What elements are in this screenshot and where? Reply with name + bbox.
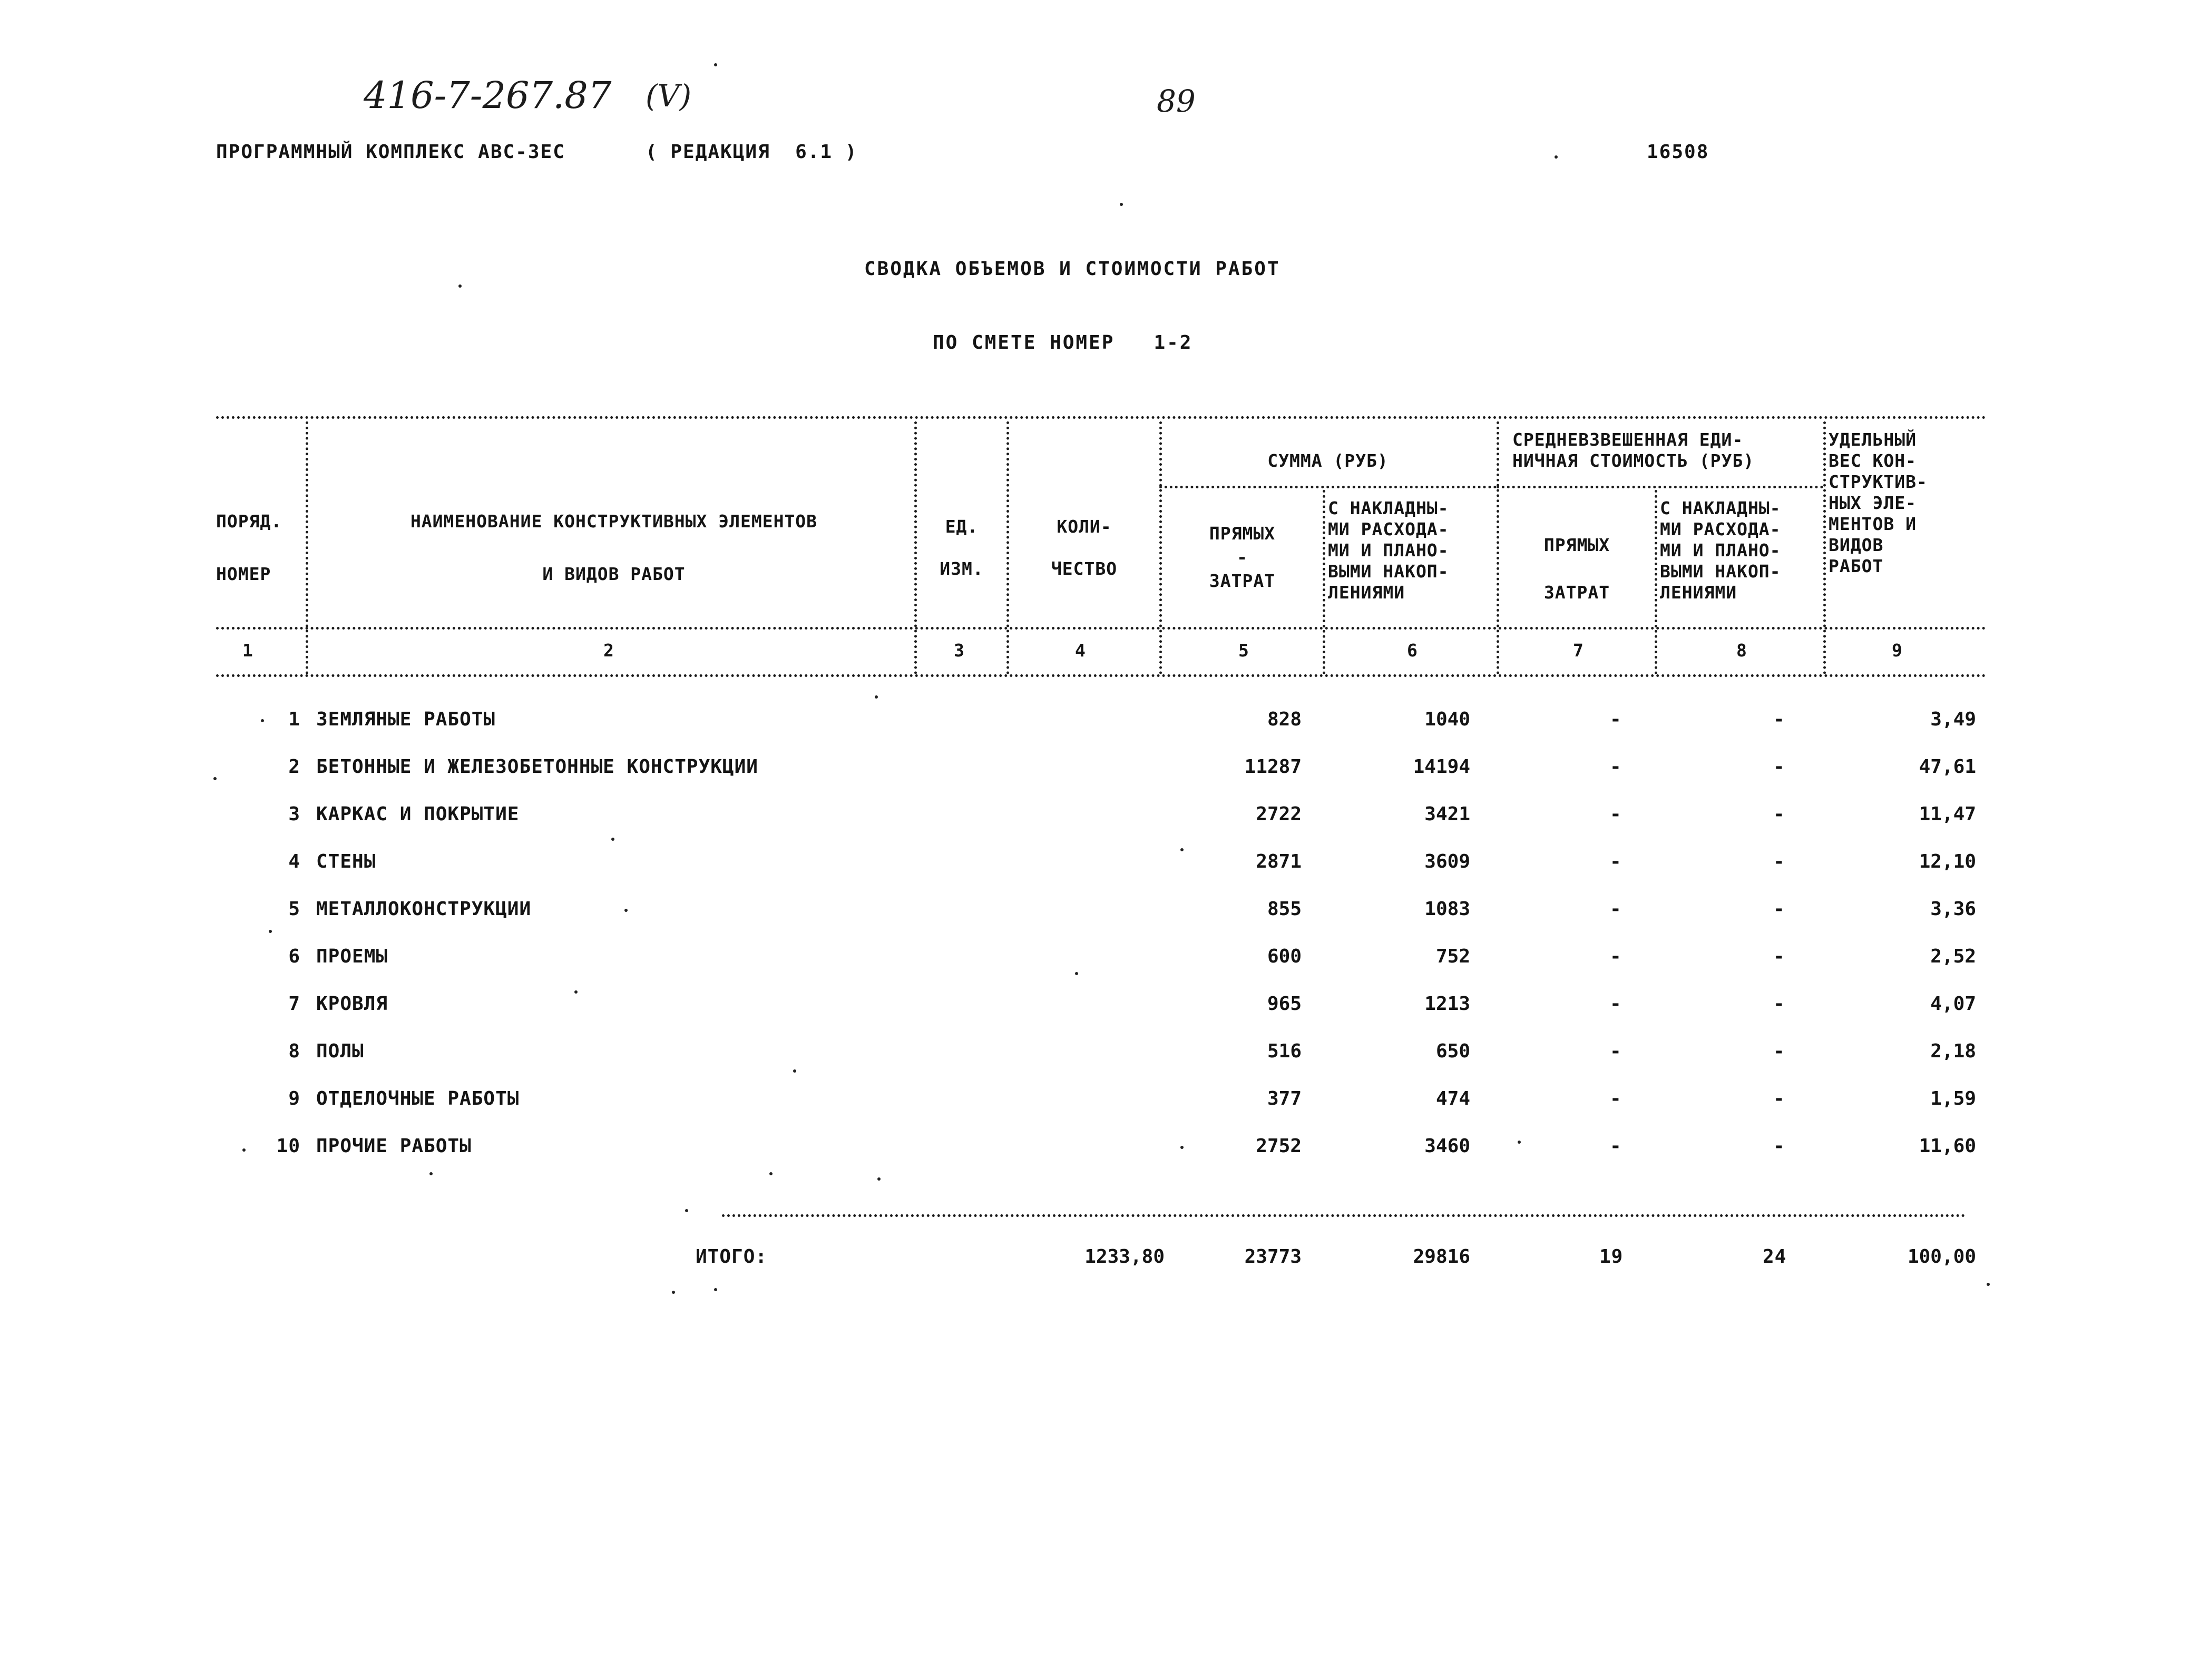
row-share: 12,10 [1919,851,1976,872]
scan-speck [574,990,578,994]
row-direct-costs: 516 [1267,1040,1302,1062]
document-number: 16508 [1647,141,1709,163]
report-title: СВОДКА ОБЪЕМОВ И СТОИМОСТИ РАБОТ [864,258,1281,280]
header-unit: ЕД. ИЗМ. [940,516,984,579]
row-avg-direct: - [1610,851,1622,872]
row-direct-costs: 965 [1267,993,1302,1015]
row-avg-overhead: - [1773,946,1785,967]
scan-speck [1555,155,1558,159]
scan-speck [875,695,878,699]
scan-speck [1120,203,1123,206]
column-number: 7 [1573,640,1584,661]
handwritten-page-number: 89 [1157,83,1196,119]
scan-speck [1518,1141,1521,1144]
row-share: 3,49 [1930,709,1976,730]
row-avg-direct: - [1610,946,1622,967]
header-avg-direct: ПРЯМЫХ ЗАТРАТ [1543,535,1610,603]
row-share: 3,36 [1930,898,1976,920]
row-direct-costs: 2752 [1256,1135,1302,1157]
scan-speck [1180,1146,1184,1149]
row-direct-costs: 828 [1267,709,1302,730]
scan-speck [714,1288,717,1291]
column-number: 9 [1892,640,1902,661]
row-number: 7 [288,993,300,1015]
header-order-number: ПОРЯД. НОМЕР [216,511,282,584]
scan-speck [1180,848,1184,851]
avg-group-rule [1497,486,1823,488]
scan-speck [1987,1283,1990,1286]
row-direct-costs: 2871 [1256,851,1302,872]
row-avg-direct: - [1610,1135,1622,1157]
row-overhead-costs: 650 [1435,1040,1470,1062]
row-direct-costs: 600 [1267,946,1302,967]
row-overhead-costs: 3421 [1424,803,1470,825]
row-number: 3 [288,803,300,825]
row-share: 4,07 [1930,993,1976,1015]
row-name: КАРКАС И ПОКРЫТИЕ [316,803,520,825]
row-number: 5 [288,898,300,920]
total-overhead-costs: 29816 [1413,1246,1470,1268]
row-share: 2,18 [1930,1040,1976,1062]
row-avg-overhead: - [1773,993,1785,1015]
row-avg-direct: - [1610,756,1622,778]
col-divider [1497,421,1499,674]
row-overhead-costs: 752 [1435,946,1470,967]
header-direct-costs: ПРЯМЫХ - ЗАТРАТ [1209,523,1276,591]
table-top-rule [216,416,1987,419]
row-number: 9 [288,1088,300,1109]
sum-group-rule [1159,486,1497,488]
column-number: 5 [1238,640,1249,661]
row-direct-costs: 377 [1267,1088,1302,1109]
row-overhead-costs: 474 [1435,1088,1470,1109]
header-avg-overhead: С НАКЛАДНЫ- МИ РАСХОДА- МИ И ПЛАНО- ВЫМИ НАКОП- ЛЕНИЯМИ [1660,498,1781,603]
row-overhead-costs: 1213 [1424,993,1470,1015]
row-direct-costs: 11287 [1244,756,1302,778]
row-share: 11,47 [1919,803,1976,825]
column-number: 1 [242,640,253,661]
scan-speck [429,1172,433,1175]
scan-speck [458,284,462,288]
scan-speck [269,930,272,933]
handwritten-document-code: 416-7-267.87 [364,74,612,117]
row-avg-overhead: - [1773,851,1785,872]
row-overhead-costs: 1083 [1424,898,1470,920]
row-number: 1 [288,709,300,730]
scan-speck [793,1069,796,1073]
row-name: ПРОЧИЕ РАБОТЫ [316,1135,472,1157]
row-avg-overhead: - [1773,1135,1785,1157]
header-overhead-costs: С НАКЛАДНЫ- МИ РАСХОДА- МИ И ПЛАНО- ВЫМИ НАКОП- ЛЕНИЯМИ [1328,498,1449,603]
row-number: 4 [288,851,300,872]
col-divider [914,421,917,674]
row-overhead-costs: 3609 [1424,851,1470,872]
row-share: 2,52 [1930,946,1976,967]
header-sum-group: СУММА (РУБ) [1267,450,1389,471]
row-avg-overhead: - [1773,803,1785,825]
col-divider [1323,490,1325,674]
row-overhead-costs: 14194 [1413,756,1470,778]
scan-speck [769,1172,773,1175]
scan-speck [685,1209,688,1212]
row-avg-direct: - [1610,709,1622,730]
column-number: 6 [1407,640,1418,661]
row-avg-direct: - [1610,993,1622,1015]
scan-speck [1075,972,1078,975]
header-quantity: КОЛИ- ЧЕСТВО [1051,516,1118,579]
header-element-name: НАИМЕНОВАНИЕ КОНСТРУКТИВНЫХ ЭЛЕМЕНТОВ И ВИДОВ РАБОТ [410,511,818,584]
row-number: 8 [288,1040,300,1062]
scan-speck [714,63,717,66]
row-overhead-costs: 1040 [1424,709,1470,730]
handwritten-volume-mark: (V) [646,78,692,114]
total-avg-direct: 19 [1599,1246,1624,1268]
row-name: ОТДЕЛОЧНЫЕ РАБОТЫ [316,1088,520,1109]
row-avg-overhead: - [1773,898,1785,920]
row-share: 11,60 [1919,1135,1976,1157]
col-divider [1655,490,1657,674]
scan-speck [213,777,217,780]
col-divider [1823,421,1826,674]
column-number: 2 [603,640,614,661]
row-avg-overhead: - [1773,709,1785,730]
scan-speck [877,1177,881,1181]
program-name: ПРОГРАММНЫЙ КОМПЛЕКС АВС-ЗЕС [216,141,565,163]
row-number: 6 [288,946,300,967]
row-direct-costs: 2722 [1256,803,1302,825]
total-avg-overhead: 24 [1763,1246,1787,1268]
total-quantity: 1233,80 [1084,1246,1165,1268]
row-avg-overhead: - [1773,756,1785,778]
total-rule [722,1214,1966,1217]
row-avg-overhead: - [1773,1040,1785,1062]
row-direct-costs: 855 [1267,898,1302,920]
estimate-number: ПО СМЕТЕ НОМЕР 1-2 [933,332,1193,353]
row-number: 2 [288,756,300,778]
col-divider [1159,421,1162,674]
row-name: СТЕНЫ [316,851,376,872]
row-name: КРОВЛЯ [316,993,388,1015]
header-bottom-rule [216,627,1987,630]
row-name: МЕТАЛЛОКОНСТРУКЦИИ [316,898,532,920]
total-share: 100,00 [1907,1246,1976,1268]
row-avg-overhead: - [1773,1088,1785,1109]
column-number: 3 [954,640,964,661]
total-label: ИТОГО: [696,1246,768,1268]
row-avg-direct: - [1610,898,1622,920]
column-number: 8 [1736,640,1747,661]
scan-speck [672,1291,675,1294]
col-divider [306,421,308,674]
row-name: ПОЛЫ [316,1040,364,1062]
row-share: 47,61 [1919,756,1976,778]
program-edition: ( РЕДАКЦИЯ 6.1 ) [646,141,858,163]
scan-speck [624,909,628,912]
col-divider [1006,421,1009,674]
row-avg-direct: - [1610,803,1622,825]
header-share: УДЕЛЬНЫЙ ВЕС КОН- СТРУКТИВ- НЫХ ЭЛЕ- МЕНТОВ И ВИДОВ РАБОТ [1829,429,1928,576]
row-share: 1,59 [1930,1088,1976,1109]
total-direct-costs: 23773 [1244,1246,1302,1268]
scan-speck [611,838,614,841]
row-overhead-costs: 3460 [1424,1135,1470,1157]
column-numbers-rule [216,674,1987,677]
row-number: 10 [276,1135,300,1157]
row-avg-direct: - [1610,1088,1622,1109]
scan-speck [242,1148,246,1152]
header-weighted-average-group: СРЕДНЕВЗВЕШЕННАЯ ЕДИ- НИЧНАЯ СТОИМОСТЬ (РУБ) [1512,429,1755,471]
row-name: ПРОЕМЫ [316,946,388,967]
scan-speck [261,719,264,722]
row-name: ЗЕМЛЯНЫЕ РАБОТЫ [316,709,496,730]
column-number: 4 [1075,640,1086,661]
row-name: БЕТОННЫЕ И ЖЕЛЕЗОБЕТОННЫЕ КОНСТРУКЦИИ [316,756,758,778]
row-avg-direct: - [1610,1040,1622,1062]
